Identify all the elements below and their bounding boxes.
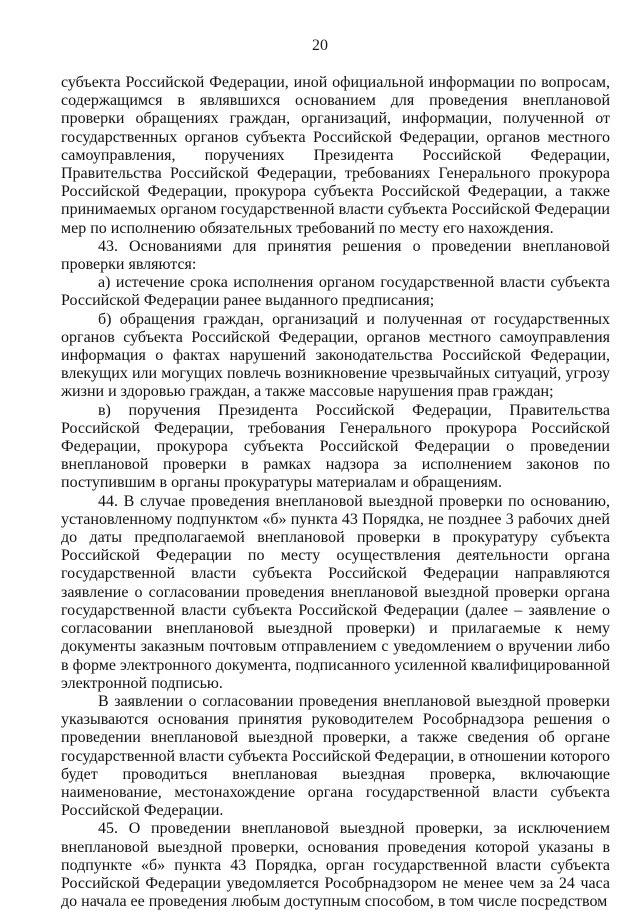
- paragraph-item-45: 45. О проведении внеплановой выездной проверки, за исключением внеплановой выездной проверки, основания проведения которой указаны в подпункте «б» пункта 43 Порядка, орган государственной власти субъекта Российской Федерации уведомляется Рособрнадзором не менее чем за 24 часа до начала ее проведения любым доступным способом, в том числе посредством: [61, 820, 610, 911]
- paragraph-subitem-v: в) поручения Президента Российской Федерации, Правительства Российской Федерации, требования Генерального прокурора Российской Федерации, прокурора субъекта Российской Федерации о проведении внеплановой проверки в рамках надзора за исполнением законов по поступившим в органы прокуратуры материалам и обращениям.: [61, 401, 610, 492]
- paragraph-subitem-a: а) истечение срока исполнения органом государственной власти субъекта Российской Федерации ранее выданного предписания;: [61, 274, 610, 310]
- page-number: 20: [312, 37, 328, 54]
- paragraph-application-details: В заявлении о согласовании проведения внеплановой выездной проверки указываются основания принятия руководителем Рособрнадзора решения о проведении внеплановой выездной проверки, а также сведения об органе государственной власти субъекта Российской Федерации, в отношении которого будет проводиться внеплановая выездная проверка, включающие наименование, местонахождение органа государственной власти субъекта Российской Федерации.: [61, 692, 610, 820]
- document-body: [61, 74, 610, 911]
- paragraph-item-44: 44. В случае проведения внеплановой выездной проверки по основанию, установленному подпунктом «б» пункта 43 Порядка, не позднее 3 рабочих дней до даты предполагаемой внеплановой проверки в прокуратуру субъекта Российской Федерации по месту осуществления деятельности органа государственной власти субъекта Российской Федерации направляются заявление о согласовании проведения внеплановой выездной проверки органа государственной власти субъекта Российской Федерации (далее – заявление о согласовании внеплановой выездной проверки) и прилагаемые к нему документы заказным почтовым отправлением с уведомлением о вручении либо в форме электронного документа, подписанного усиленной квалифицированной электронной подписью.: [61, 492, 610, 692]
- paragraph-continuation: субъекта Российской Федерации, иной официальной информации по вопросам, содержащимся в являвшихся основанием для проведения внеплановой проверки обращениях граждан, организаций, информации, полученной от государственных органов субъекта Российской Федерации, органов местного самоуправления, поручениях Президента Российской Федерации, Правительства Российской Федерации, требованиях Генерального прокурора Российской Федерации, прокурора субъекта Российской Федерации, а также принимаемых органом государственной власти субъекта Российской Федерации мер по исполнению обязательных требований по месту его нахождения.: [61, 74, 610, 237]
- paragraph-subitem-b: б) обращения граждан, организаций и полученная от государственных органов субъекта Российской Федерации, органов местного самоуправления информация о фактах нарушений законодательства Российской Федерации, влекущих или могущих повлечь возникновение чрезвычайных ситуаций, угрозу жизни и здоровью граждан, а также массовые нарушения прав граждан;: [61, 310, 610, 401]
- paragraph-item-43: 43. Основаниями для принятия решения о проведении внеплановой проверки являются:: [61, 237, 610, 274]
